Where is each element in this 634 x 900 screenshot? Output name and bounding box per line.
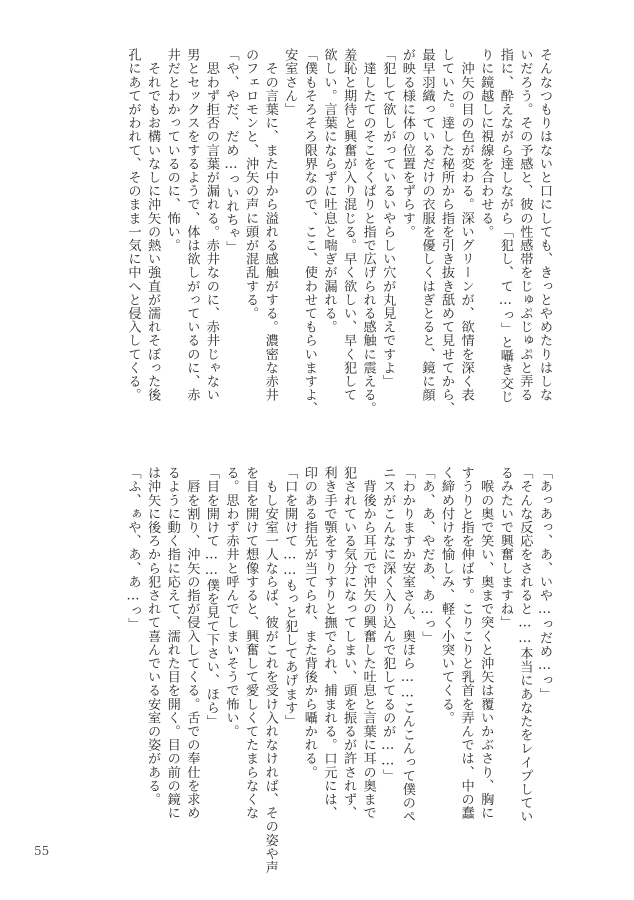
text-line: すうりと指を伸ばす。こりこりと乳首を弄んでは、中の蠢: [458, 466, 474, 820]
text-line: 喉の奥で笑い、奥まで突くと沖矢は覆いかぶさり、胸に: [478, 466, 494, 820]
text-line: その言葉に、また中から溢れる感触がする。濃密な赤井: [262, 48, 278, 402]
text-line: 「あ、あ、やだあ、あ…っ」: [419, 466, 435, 645]
text-line: 沖矢の目の色が変わる。深いグリーンが、欲情を深く表: [458, 48, 474, 402]
text-line: 最早羽織っているだけの衣服を優しくはぎとると、鏡に顔: [419, 48, 435, 402]
text-line: 孔にあてがわれて、そのまま一気に中へと侵入してくる。: [125, 48, 141, 402]
text-line: 指に、酔えながら達しながら「犯し、て…っ」と囁き交じ: [497, 48, 513, 404]
text-line: を目を開けて想像すると、興奮して愛しくてたまらなくな: [243, 466, 259, 820]
text-line: いだろう。その予感と、彼の性感帯をじゅぷじゅぷと弄る: [517, 48, 533, 402]
text-line: 安室さん」: [282, 48, 298, 116]
text-line: 「そんな反応をされると……本当にあなたをレイプしてい: [517, 466, 533, 824]
text-line: それでもお構いなしに沖矢の熱い強直が濡れそぼった後: [145, 48, 161, 402]
text-line: 達したてのそこをくぱりと指で広げられる感触に震える。: [360, 48, 376, 416]
text-line: 「口を開けて……もっと犯してあげます」: [282, 466, 298, 728]
text-line: 「目を開けて……僕を見て下さい、ほら」: [203, 466, 219, 728]
text-line: 背後から耳元で沖矢の興奮した吐息と言葉に耳の奥まで: [360, 466, 376, 820]
text-line: 「犯して欲しがっているいやらしい穴が丸見えですよ」: [380, 48, 396, 388]
text-line: 印のある指先が当てられ、また背後から囁かれる。: [301, 466, 317, 779]
text-line: 犯されている気分になってしまい、頭を振るが許されず、: [341, 466, 357, 820]
text-line: が映る様に体の位置をずらす。: [399, 48, 415, 239]
text-line: 「ふ、ぁや、あ、あ…っ」: [125, 466, 141, 631]
lower-text-block: [123, 466, 554, 874]
text-line: 「や、やだ、だめ…っいれちゃ」: [223, 48, 239, 254]
text-line: 「僕もそろそろ限界なので、ここ、使わせてもらいますよ、: [301, 48, 317, 416]
text-line: 欲しい。言葉にならずに吐息と喘ぎが漏れる。: [321, 48, 337, 334]
text-line: そんなつもりはないと口にしても、きっとやめたりはしな: [537, 48, 552, 402]
text-line: 井だとわかっているのに、怖い。: [164, 48, 180, 252]
text-line: りに鏡越しに視線を合わせる。: [478, 48, 494, 239]
text-line: していた。達した秘所から指を引き抜き舐めて見せてから、: [439, 48, 455, 416]
upper-text-block: [123, 48, 554, 440]
text-line: く締め付けを愉しみ、軽く小突いてくる。: [439, 466, 455, 725]
text-line: るように動く指に応えて、濡れた目を開く。目の前の鏡に: [164, 466, 180, 820]
text-line: もし安室一人ならば、彼がこれを受け入れなければ、その姿や声: [262, 466, 278, 874]
text-line: 羞恥と期待と興奮が入り混じる。早く欲しい、早く犯して: [341, 48, 357, 402]
text-line: 思わず拒否の言葉が漏れる。赤井なのに、赤井じゃない: [203, 48, 219, 402]
text-line: ニスがこんなに深く入り込んで犯してるのが……」: [380, 466, 396, 783]
page-number: 55: [34, 844, 50, 858]
text-line: は沖矢に後ろから犯されて喜んでいる安室の姿がある。: [145, 466, 161, 806]
text-line: 「あっあっ、あ、いや…っだめ…っ」: [537, 466, 552, 701]
text-line: 利き手で顎をすりすりと撫でられ、捕まれる。口元には、: [321, 466, 337, 820]
text-line: 唇を割り、沖矢の指が侵入してくる。舌での奉仕を求め: [184, 466, 200, 820]
text-line: 「わかりますか安室さん、奥ほら……こんこんって僕のペ: [399, 466, 415, 824]
text-line: る。思わず赤井と呼んでしまいそうで怖い。: [223, 466, 239, 738]
text-line: のフェロモンと、沖矢の声に頭が混乱する。: [243, 48, 259, 320]
text-line: 男とセックスをするようで、体は欲しがっているのに、赤: [184, 48, 200, 402]
text-line: るみたいで興奮しますね」: [497, 466, 513, 630]
